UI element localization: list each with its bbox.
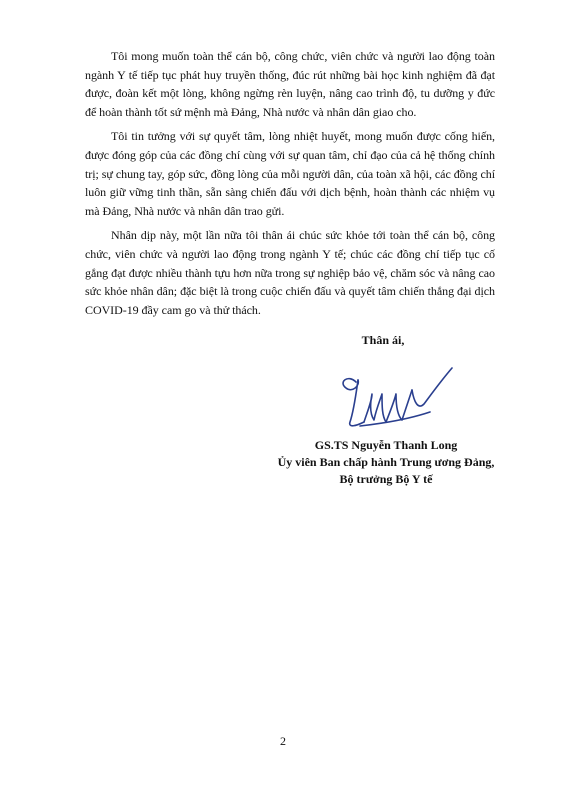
signer-position-line-2: Bộ trưởng Bộ Y tế (339, 472, 433, 486)
handwritten-signature (320, 360, 460, 436)
paragraph-2: Tôi tin tưởng với sự quyết tâm, lòng nhiệt huyết, mong muốn được cống hiến, được đóng góp của các đồng chí cùng với sự quan tâm, chỉ đạo của cả hệ thống chính trị; sự chung tay, góp sức, đồng lòng của mỗi người dân, của toàn xã hội, các đồng chí luôn giữ vững tinh thần, sẵn sàng chiến đấu với dịch bệnh, hoàn thành các nhiệm vụ mà Đảng, Nhà nước và nhân dân trao gửi. (85, 129, 495, 218)
signature-strokes (343, 368, 452, 426)
signer-name: GS.TS Nguyễn Thanh Long (314, 438, 458, 452)
signer-position-line-1: Ủy viên Ban chấp hành Trung ương Đảng, (277, 455, 495, 469)
signer-block (236, 437, 536, 488)
paragraph-1: Tôi mong muốn toàn thể cán bộ, công chức, viên chức và người lao động toàn ngành Y tế tiếp tục phát huy truyền thống, đúc rút những bài học kinh nghiệm đã đạt được, đoàn kết một lòng, không ngừng rèn luyện, nâng cao trình độ, tu dưỡng y đức để hoàn thành tốt sứ mệnh mà Đảng, Nhà nước và nhân dân giao cho. (85, 49, 495, 119)
closing-salutation: Thân ái, (361, 333, 405, 347)
letter-body (85, 47, 495, 325)
page-number: 2 (280, 734, 286, 748)
paragraph-3: Nhân dịp này, một lần nữa tôi thân ái chúc sức khỏe tới toàn thể cán bộ, công chức, viên chức và người lao động trong ngành Y tế; chúc các đồng chí tiếp tục cố gắng đạt được nhiều thành tựu hơn nữa trong sự nghiệp bảo vệ, chăm sóc và nâng cao sức khỏe nhân dân; đặc biệt là trong cuộc chiến đấu và quyết tâm chiến thắng đại dịch COVID-19 đầy cam go và thử thách. (85, 228, 495, 317)
